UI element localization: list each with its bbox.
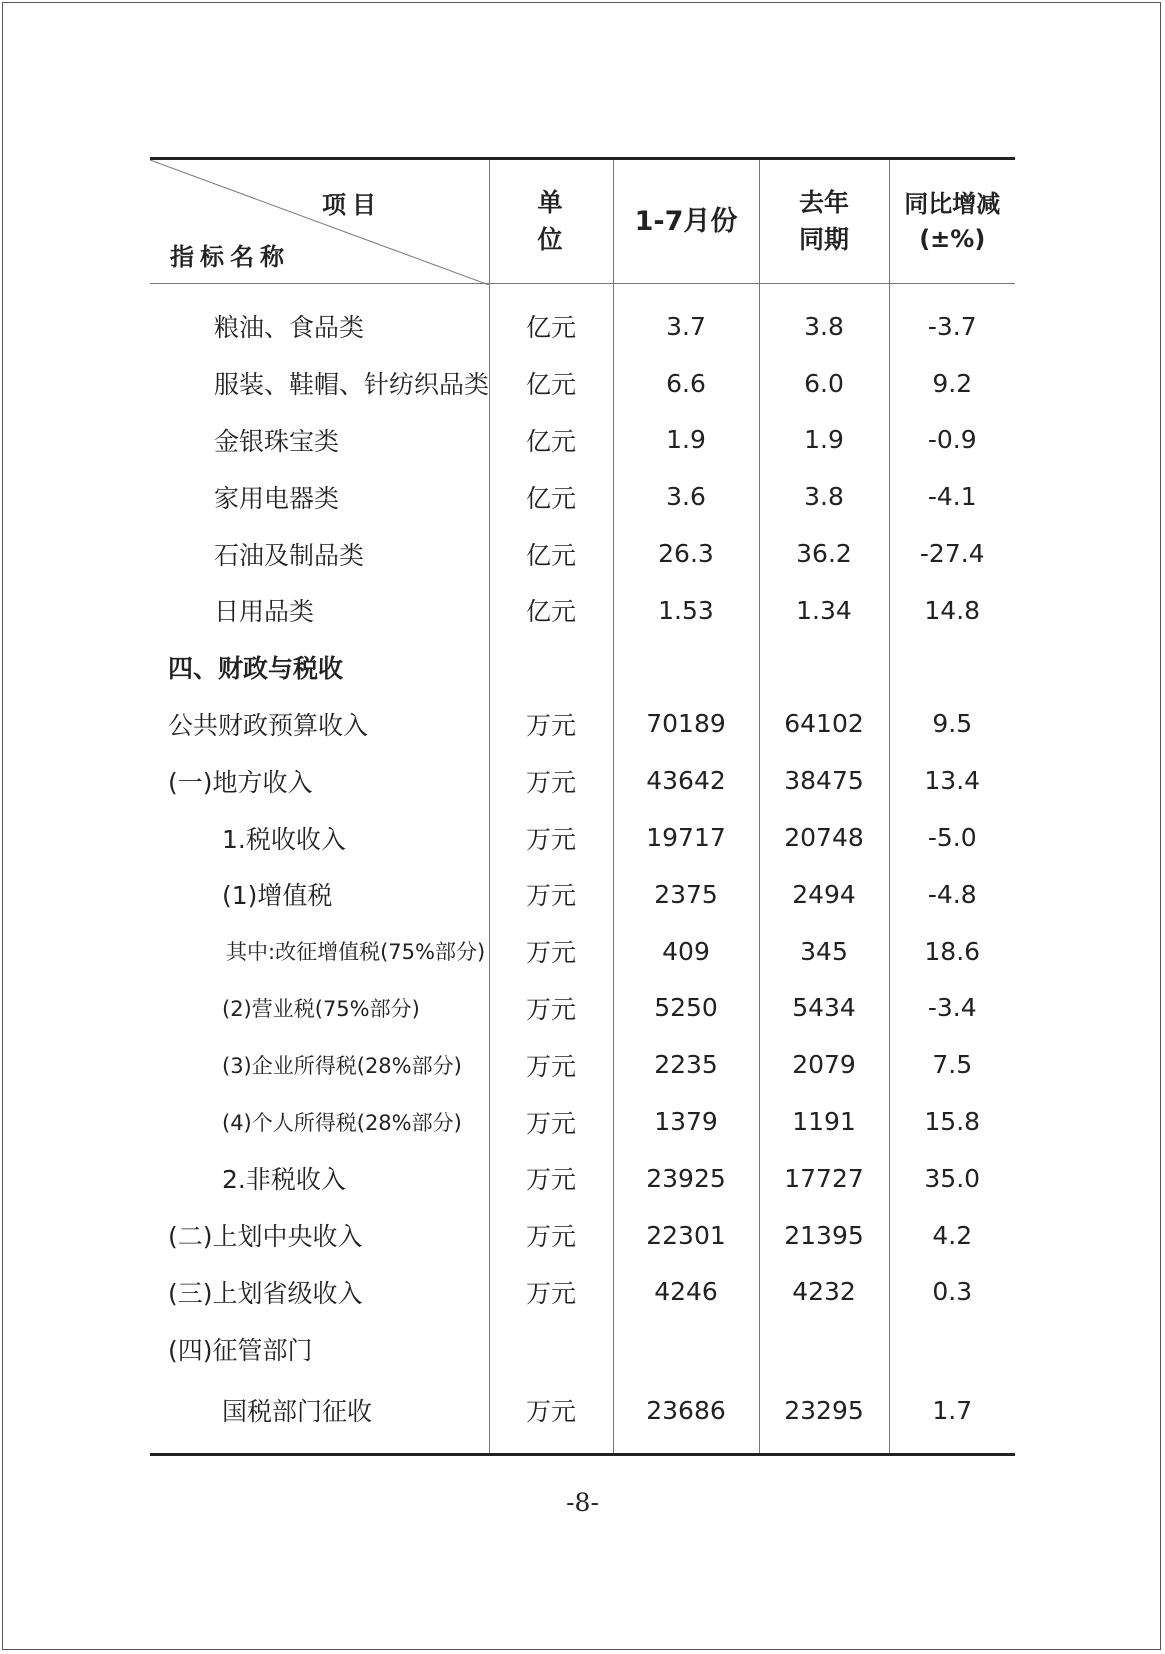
row-current-value-cell: 5250 [613,980,759,1037]
row-previous-value-cell: 2079 [759,1036,889,1093]
row-unit-cell: 亿元 [489,284,613,355]
row-yoy-change-cell: -4.1 [889,468,1015,525]
row-current-value-cell [613,1320,759,1377]
row-name-cell: 2.非税收入 [222,1165,346,1195]
row-current-value-cell: 26.3 [613,525,759,582]
row-previous-value-cell: 3.8 [759,468,889,525]
row-yoy-change-cell: -4.8 [889,866,1015,923]
row-name-cell: 国税部门征收 [150,1377,489,1455]
row-yoy-change-cell: 0.3 [889,1264,1015,1321]
table-row [150,923,1015,980]
table-row [150,980,1015,1037]
row-unit-cell [489,639,613,696]
header-current-period: 1-7月份 [613,159,759,284]
row-name-cell: (3)企业所得税(28%部分) [222,1053,462,1078]
row-unit-cell: 万元 [489,923,613,980]
row-previous-value-cell: 36.2 [759,525,889,582]
row-yoy-change-cell: 9.2 [889,355,1015,412]
table-row [150,866,1015,923]
row-name-cell: (1)增值税 [222,881,333,911]
row-yoy-change-cell: -3.7 [889,284,1015,355]
page-number: -8- [566,1488,599,1517]
row-current-value-cell: 1.53 [613,582,759,639]
row-name-cell: (二)上划中央收入 [168,1222,363,1252]
row-previous-value-cell: 2494 [759,866,889,923]
row-name-cell: 公共财政预算收入 [168,710,369,740]
row-unit-cell: 万元 [489,866,613,923]
diagonal-header-cell [150,159,489,284]
table-row [150,355,1015,412]
row-yoy-change-cell: 35.0 [889,1150,1015,1207]
row-current-value-cell: 23925 [613,1150,759,1207]
statistics-table [150,157,1015,1456]
row-yoy-change-cell: 15.8 [889,1093,1015,1150]
row-unit-cell: 亿元 [489,525,613,582]
table-row [150,752,1015,809]
row-current-value-cell: 409 [613,923,759,980]
row-current-value-cell: 6.6 [613,355,759,412]
row-previous-value-cell: 5434 [759,980,889,1037]
row-name-cell: 1.税收收入 [222,824,346,854]
row-current-value-cell: 3.7 [613,284,759,355]
row-name-cell: 金银珠宝类 [214,426,340,456]
table-row [150,1320,1015,1377]
row-previous-value-cell [759,1320,889,1377]
header-previous-period: 去年同期 [759,159,889,284]
row-previous-value-cell: 1.34 [759,582,889,639]
row-unit-cell: 万元 [489,1207,613,1264]
table-row [150,1377,1015,1455]
row-yoy-change-cell: -27.4 [889,525,1015,582]
row-unit-cell: 万元 [489,752,613,809]
row-name-cell: 四、财政与税收 [168,654,344,684]
row-current-value-cell: 2235 [613,1036,759,1093]
table-row [150,412,1015,469]
row-name-cell: (三)上划省级收入 [168,1278,363,1308]
row-name-cell: 粮油、食品类 [214,313,365,343]
row-yoy-change-cell: 4.2 [889,1207,1015,1264]
row-name-cell: (一)地方收入 [168,767,313,797]
row-name-cell: 服装、鞋帽、针纺织品类 [214,370,490,400]
table-row [150,1036,1015,1093]
row-unit-cell: 万元 [489,1377,613,1455]
table-row [150,809,1015,866]
row-current-value-cell: 3.6 [613,468,759,525]
row-previous-value-cell [759,639,889,696]
header-yoy-change: 同比增减(±%) [889,159,1015,284]
row-yoy-change-cell: 13.4 [889,752,1015,809]
row-unit-cell [489,1320,613,1377]
row-unit-cell: 万元 [489,1264,613,1321]
table-row [150,468,1015,525]
row-current-value-cell: 70189 [613,696,759,753]
row-previous-value-cell: 21395 [759,1207,889,1264]
table-row [150,1264,1015,1321]
row-unit-cell: 万元 [489,809,613,866]
row-current-value-cell: 1.9 [613,412,759,469]
row-yoy-change-cell [889,639,1015,696]
row-current-value-cell: 19717 [613,809,759,866]
header-item-label: 项目 [322,191,382,219]
row-unit-cell: 亿元 [489,412,613,469]
row-previous-value-cell: 1.9 [759,412,889,469]
row-unit-cell: 万元 [489,980,613,1037]
header-unit: 单位 [489,159,613,284]
table-row [150,639,1015,696]
row-previous-value-cell: 3.8 [759,284,889,355]
row-yoy-change-cell: 18.6 [889,923,1015,980]
table-row [150,582,1015,639]
row-current-value-cell: 4246 [613,1264,759,1321]
row-yoy-change-cell: 14.8 [889,582,1015,639]
row-previous-value-cell: 23295 [759,1377,889,1455]
row-unit-cell: 亿元 [489,468,613,525]
row-yoy-change-cell: 7.5 [889,1036,1015,1093]
row-yoy-change-cell [889,1320,1015,1377]
row-current-value-cell: 43642 [613,752,759,809]
row-name-cell: (4)个人所得税(28%部分) [222,1110,462,1135]
row-unit-cell: 亿元 [489,582,613,639]
row-previous-value-cell: 64102 [759,696,889,753]
row-yoy-change-cell: -3.4 [889,980,1015,1037]
row-current-value-cell: 1379 [613,1093,759,1150]
row-name-cell: 其中:改征增值税(75%部分) [226,940,486,965]
row-unit-cell: 亿元 [489,355,613,412]
row-previous-value-cell: 6.0 [759,355,889,412]
row-current-value-cell: 22301 [613,1207,759,1264]
header-indicator-name-label: 指标名称 [170,243,290,271]
row-unit-cell: 万元 [489,1093,613,1150]
row-previous-value-cell: 1191 [759,1093,889,1150]
row-name-cell: 家用电器类 [214,483,340,513]
row-name-cell: 石油及制品类 [214,540,365,570]
row-unit-cell: 万元 [489,1036,613,1093]
row-yoy-change-cell: 1.7 [889,1377,1015,1455]
table-header-row [150,159,1015,284]
row-name-cell: (2)营业税(75%部分) [222,996,420,1021]
table-row [150,696,1015,753]
table-row [150,1207,1015,1264]
row-current-value-cell [613,639,759,696]
row-current-value-cell: 23686 [613,1377,759,1455]
row-previous-value-cell: 17727 [759,1150,889,1207]
row-previous-value-cell: 20748 [759,809,889,866]
row-previous-value-cell: 345 [759,923,889,980]
table-row [150,1150,1015,1207]
row-previous-value-cell: 38475 [759,752,889,809]
row-yoy-change-cell: 9.5 [889,696,1015,753]
row-unit-cell: 万元 [489,1150,613,1207]
row-previous-value-cell: 4232 [759,1264,889,1321]
row-name-cell: 日用品类 [214,597,315,627]
row-yoy-change-cell: -5.0 [889,809,1015,866]
row-unit-cell: 万元 [489,696,613,753]
table-row [150,525,1015,582]
row-name-cell: (四)征管部门 [168,1335,313,1365]
row-current-value-cell: 2375 [613,866,759,923]
row-yoy-change-cell: -0.9 [889,412,1015,469]
table-row [150,1093,1015,1150]
table-row [150,284,1015,355]
